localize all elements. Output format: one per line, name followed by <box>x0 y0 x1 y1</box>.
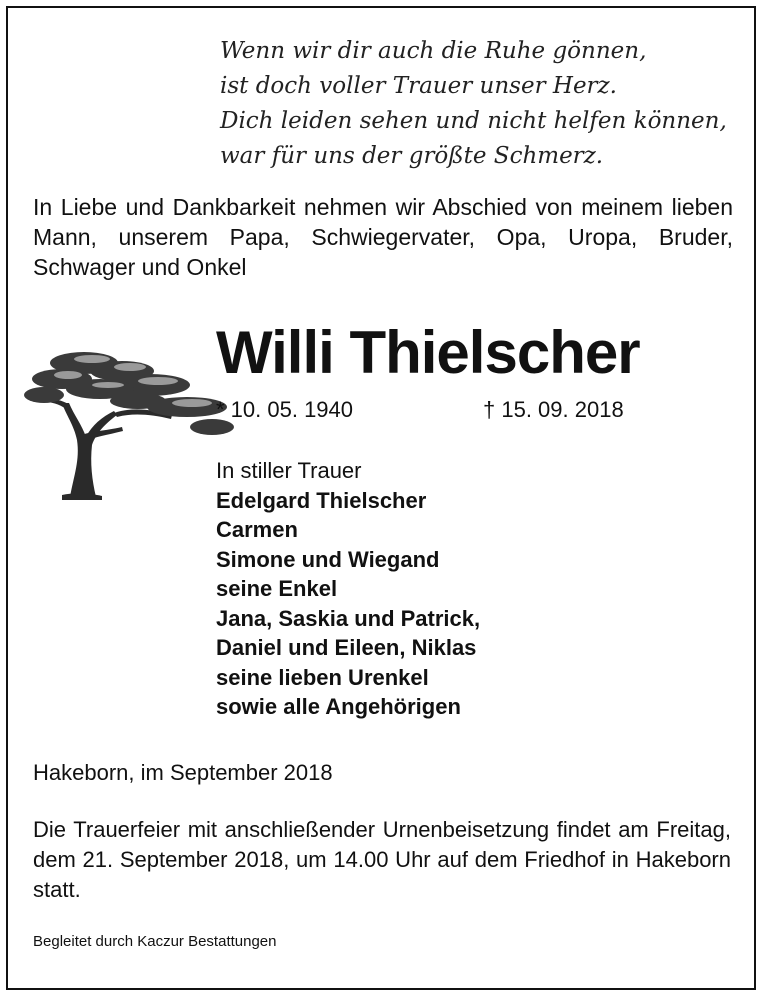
poem <box>220 34 740 174</box>
mourner: seine lieben Urenkel <box>216 664 429 690</box>
service-info: Die Trauerfeier mit anschließender Urnenbeisetzung findet am Freitag, dem 21. September 2018, um 14.00 Uhr auf dem Friedhof in Hakeborn statt. <box>33 817 731 902</box>
place-date: Hakeborn, im September 2018 <box>33 760 333 785</box>
poem-line: ist doch voller Trauer unser Herz. <box>220 73 617 99</box>
mourner: seine Enkel <box>216 576 338 601</box>
mourners-block <box>216 456 480 722</box>
poem-line: war für uns der größte Schmerz. <box>220 143 604 169</box>
mourner: Edelgard Thielscher <box>216 487 427 513</box>
poem-line: Wenn wir dir auch die Ruhe gönnen, <box>220 38 647 64</box>
mourner: Jana, Saskia und Patrick, <box>216 605 481 631</box>
mourner: Carmen <box>216 517 298 542</box>
undertaker-credit: Begleitet durch Kaczur Bestattungen <box>33 933 277 950</box>
deceased-name: Willi Thielscher <box>216 319 640 386</box>
mourner: Simone und Wiegand <box>216 546 440 572</box>
tree-icon <box>22 345 237 500</box>
mourning-heading: In stiller Trauer <box>216 458 362 483</box>
death-date: † 15. 09. 2018 <box>483 397 624 422</box>
mourner: sowie alle Angehörigen <box>216 694 461 719</box>
poem-line: Dich leiden sehen und nicht helfen können, <box>220 108 727 134</box>
birth-date: * 10. 05. 1940 <box>216 397 354 422</box>
intro-text: In Liebe und Dankbarkeit nehmen wir Abschied von meinem lieben Mann, unserem Papa, Schwiegervater, Opa, Uropa, Bruder, Schwager und Onkel <box>33 194 733 280</box>
mourner: Daniel und Eileen, Niklas <box>216 635 477 660</box>
